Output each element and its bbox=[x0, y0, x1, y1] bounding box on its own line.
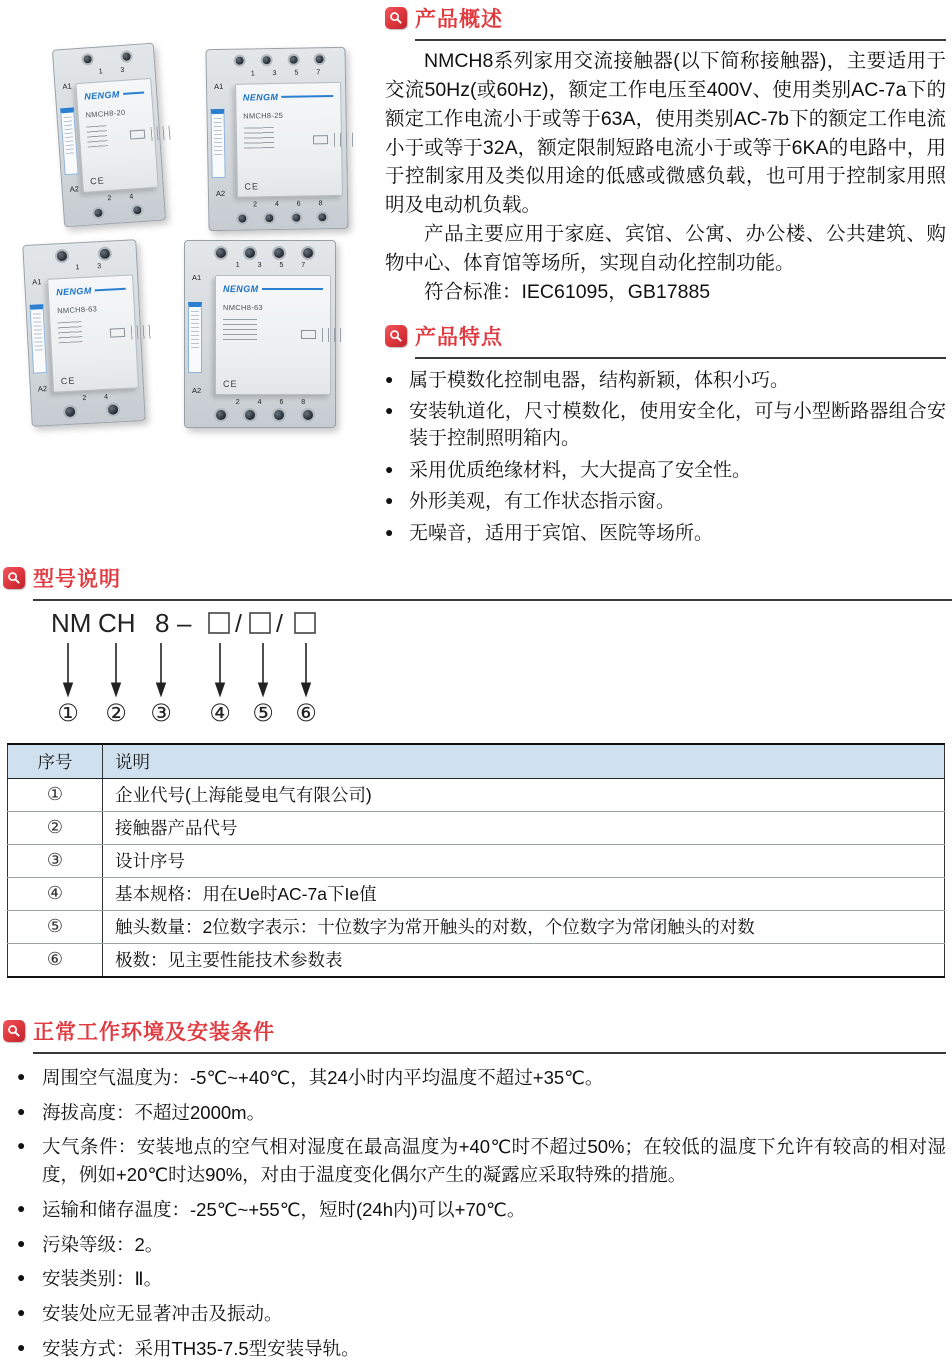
spec-lines bbox=[243, 127, 274, 149]
coil-label-a1: A1 bbox=[32, 277, 42, 287]
screw-terminal-icon bbox=[301, 408, 315, 422]
brand-line bbox=[95, 288, 126, 292]
product-photos bbox=[0, 0, 383, 500]
screw-terminal-icon bbox=[260, 54, 272, 66]
down-arrow-icons bbox=[64, 643, 311, 696]
bottom-terminal-screws bbox=[206, 408, 323, 422]
model-blank-box bbox=[209, 613, 229, 633]
contact-symbol bbox=[110, 327, 125, 337]
condition-item: ● 安装处应无显著冲击及振动。 bbox=[17, 1300, 946, 1328]
ce-mark: CE bbox=[223, 379, 238, 389]
condition-item: ● 海拔高度：不超过2000m。 bbox=[17, 1099, 946, 1127]
screw-terminal-icon bbox=[287, 54, 299, 66]
row-description: 企业代号(上海能曼电气有限公司) bbox=[103, 778, 945, 811]
row-description: 极数：见主要性能技术参数表 bbox=[103, 943, 945, 977]
brand-logo: NENGM bbox=[242, 91, 279, 103]
terminal-numbers: 1 3 bbox=[98, 66, 125, 76]
magnifier-icon bbox=[385, 7, 407, 29]
marker-1: ① bbox=[57, 699, 79, 727]
product-photo-nmch8-63-2p bbox=[22, 239, 145, 427]
row-number: ⑥ bbox=[46, 949, 64, 970]
header-rule bbox=[33, 599, 952, 601]
screw-terminal-icon bbox=[54, 249, 69, 264]
side-label bbox=[210, 109, 225, 178]
screw-terminal-icon bbox=[243, 246, 257, 260]
feature-item: ● 无噪音，适用于宾馆、医院等场所。 bbox=[385, 520, 946, 547]
screw-terminal-icon bbox=[236, 213, 248, 225]
model-segment-nm: NM bbox=[51, 608, 92, 638]
table-row bbox=[8, 910, 945, 943]
table-row bbox=[8, 844, 945, 877]
screw-terminal-icon bbox=[301, 246, 315, 260]
screw-terminal-icon bbox=[130, 204, 143, 217]
terminal-numbers: 1 3 bbox=[75, 263, 102, 272]
row-number: ③ bbox=[8, 844, 103, 877]
brand-line bbox=[281, 95, 333, 98]
screw-terminal-icon bbox=[92, 207, 105, 220]
screw-terminal-icon bbox=[214, 408, 228, 422]
marker-3: ③ bbox=[150, 699, 172, 727]
spec-lines bbox=[223, 319, 257, 340]
table-row bbox=[8, 943, 945, 977]
brand-row bbox=[223, 284, 323, 294]
model-blank-box bbox=[295, 613, 315, 633]
feature-list bbox=[385, 367, 946, 547]
right-column bbox=[383, 0, 952, 551]
condition-item: ● 污染等级：2。 bbox=[17, 1231, 946, 1259]
column-header-description: 说明 bbox=[103, 744, 945, 779]
model-label: NMCH8-63 bbox=[56, 304, 98, 316]
terminal-numbers: 2 4 bbox=[82, 393, 109, 403]
overview-standards: 符合标准：IEC61095，GB17885 bbox=[424, 280, 711, 303]
brand-row bbox=[243, 91, 334, 103]
screw-terminal-icon bbox=[98, 246, 113, 261]
contact-symbol bbox=[130, 129, 146, 139]
coil-label-a2: A2 bbox=[215, 188, 226, 199]
brand-logo: NENGM bbox=[55, 285, 92, 298]
screw-terminal-icon bbox=[81, 53, 94, 66]
brand-line bbox=[262, 288, 324, 290]
terminal-numbers: 2 4 bbox=[107, 193, 134, 203]
top-area bbox=[0, 0, 952, 551]
section-title: 正常工作环境及安装条件 bbox=[33, 1020, 275, 1044]
product-photo-nmch8-25 bbox=[205, 47, 348, 231]
screw-terminal-icon bbox=[120, 50, 133, 63]
header-rule bbox=[415, 357, 946, 359]
table-header-row bbox=[8, 744, 945, 779]
table-row bbox=[8, 778, 945, 811]
screw-terminal-icon bbox=[263, 212, 275, 224]
coil-label-a2: A2 bbox=[192, 386, 202, 395]
screw-terminal-icon bbox=[243, 408, 257, 422]
screw-terminal-icon bbox=[233, 55, 245, 67]
model-segment-8: 8 bbox=[155, 608, 170, 638]
condition-item: ● 周围空气温度为：-5℃~+40℃，其24小时内平均温度不超过+35℃。 bbox=[17, 1064, 946, 1092]
model-slash: / bbox=[235, 609, 242, 638]
front-panel bbox=[75, 78, 158, 193]
feature-item: ● 安装轨道化，尺寸模数化，使用安全化，可与小型断路器组合安装于控制照明箱内。 bbox=[385, 398, 946, 453]
screw-terminal-icon bbox=[62, 405, 77, 420]
ce-mark: CE bbox=[60, 375, 76, 387]
spec-lines bbox=[86, 125, 108, 147]
section-header bbox=[3, 1016, 946, 1046]
coil-label-a2: A2 bbox=[37, 384, 48, 394]
feature-item: ● 属于模数化控制电器，结构新颖，体积小巧。 bbox=[385, 367, 946, 394]
magnifier-icon bbox=[3, 1020, 25, 1042]
terminal-numbers: 1 3 5 7 bbox=[235, 262, 306, 269]
ce-mark: CE bbox=[244, 181, 260, 192]
overview-paragraph: NMCH8系列家用交流接触器(以下简称接触器)，主要适用于交流50Hz(或60Hz)，额定工作电压至400V、使用类别AC-7a下的额定工作电流小于或等于63A，使用类别AC-7b下的额定工作电流小于或等于32A，额定限制短路电流小于或等于6KA的电路中，用于控制家用及类似用途的低感或微感负载，也可用于控制家用照明及电动机负载。 bbox=[385, 50, 946, 217]
section-overview bbox=[385, 3, 946, 307]
screw-terminal-icon bbox=[272, 246, 286, 260]
terminal-numbers: 1 3 5 7 bbox=[250, 69, 321, 78]
marker-2: ② bbox=[105, 699, 127, 727]
terminal-numbers: 2 4 6 8 bbox=[235, 399, 306, 406]
model-segment-dash: – bbox=[177, 608, 192, 638]
section-features bbox=[385, 321, 946, 547]
front-panel bbox=[215, 275, 331, 395]
coil-label-a2: A2 bbox=[69, 184, 80, 194]
circled-markers bbox=[57, 700, 317, 727]
magnifier-icon bbox=[3, 567, 25, 589]
product-photo-nmch8-63-4p bbox=[184, 240, 336, 428]
model-label: NMCH8-63 bbox=[223, 303, 263, 312]
marker-6: ⑥ bbox=[295, 699, 317, 727]
coil-label-a1: A1 bbox=[213, 81, 224, 92]
model-segment-ch: CH bbox=[98, 608, 136, 638]
screw-terminal-icon bbox=[290, 212, 302, 224]
screw-terminal-icon bbox=[214, 246, 228, 260]
model-blank-box bbox=[250, 613, 270, 633]
table-row bbox=[8, 811, 945, 844]
row-number: ② bbox=[8, 811, 103, 844]
bottom-terminal-screws bbox=[47, 401, 135, 420]
condition-item: ● 安装类别：Ⅱ。 bbox=[17, 1265, 946, 1293]
contact-symbol bbox=[313, 135, 328, 144]
row-description: 基本规格：用在Ue时AC-7a下Ie值 bbox=[103, 877, 945, 910]
side-label bbox=[188, 302, 202, 373]
model-label: NMCH8-25 bbox=[243, 110, 284, 121]
model-slash: / bbox=[276, 609, 283, 638]
condition-item: ● 大气条件：安装地点的空气相对湿度在最高温度为+40℃时不超过50%；在较低的温度下允许有较高的相对湿度，例如+20℃时达90%，对由于温度变化偶尔产生的凝露应采取特殊的措施。 bbox=[17, 1133, 946, 1189]
coil-label-a1: A1 bbox=[192, 273, 202, 282]
bottom-terminal-screws bbox=[229, 211, 337, 225]
model-code-table bbox=[7, 743, 945, 978]
contact-symbol bbox=[301, 330, 316, 339]
condition-item: ● 运输和储存温度：-25℃~+55℃，短时(24h内)可以+70℃。 bbox=[17, 1196, 946, 1224]
side-label bbox=[29, 304, 47, 373]
model-code-diagram bbox=[43, 609, 383, 729]
marker-5: ⑤ bbox=[252, 699, 274, 727]
header-rule bbox=[415, 39, 946, 41]
brand-line bbox=[123, 91, 145, 94]
section-header bbox=[385, 321, 946, 351]
spec-lines bbox=[58, 321, 83, 343]
marker-4: ④ bbox=[209, 699, 231, 727]
section-title: 产品概述 bbox=[415, 8, 503, 31]
ce-mark: CE bbox=[89, 175, 106, 187]
feature-item: ● 外形美观，有工作状态指示窗。 bbox=[385, 488, 946, 515]
product-photo-nmch8-20 bbox=[52, 43, 166, 228]
section-title: 产品特点 bbox=[415, 325, 503, 349]
section-header bbox=[3, 563, 952, 593]
overview-text bbox=[385, 47, 946, 307]
screw-terminal-icon bbox=[314, 53, 326, 65]
table-row bbox=[8, 877, 945, 910]
bottom-terminal-screws bbox=[78, 203, 157, 220]
row-description: 接触器产品代号 bbox=[103, 811, 945, 844]
section-header bbox=[385, 3, 946, 33]
top-terminal-screws bbox=[67, 49, 146, 66]
screw-terminal-icon bbox=[106, 402, 121, 417]
front-panel bbox=[235, 82, 343, 198]
feature-item: ● 采用优质绝缘材料，大大提高了安全性。 bbox=[385, 457, 946, 484]
overview-paragraph: 产品主要应用于家庭、宾馆、公寓、办公楼、公共建筑、购物中心、体育馆等场所，实现自动化控制功能。 bbox=[385, 223, 946, 275]
row-description: 设计序号 bbox=[103, 844, 945, 877]
row-number: ④ bbox=[8, 877, 103, 910]
row-description: 触头数量：2位数字表示：十位数字为常开触头的对数，个位数字为常闭触头的对数 bbox=[103, 910, 945, 943]
row-number: ⑤ bbox=[8, 910, 103, 943]
brand-logo: NENGM bbox=[223, 284, 259, 294]
screw-terminal-icon bbox=[317, 211, 329, 223]
brand-logo: NENGM bbox=[83, 89, 121, 102]
brand-row bbox=[56, 284, 126, 298]
brand-row bbox=[84, 87, 145, 101]
model-label: NMCH8-20 bbox=[85, 107, 126, 120]
section-title: 型号说明 bbox=[33, 567, 121, 591]
side-label bbox=[60, 107, 79, 175]
magnifier-icon bbox=[385, 325, 407, 347]
coil-label-a1: A1 bbox=[62, 81, 72, 92]
section-working-conditions bbox=[0, 1016, 952, 1363]
top-terminal-screws bbox=[206, 246, 323, 260]
screw-terminal-icon bbox=[272, 408, 286, 422]
terminal-numbers: 2 4 6 8 bbox=[253, 200, 323, 209]
row-number: ① bbox=[8, 778, 103, 811]
condition-item: ● 安装方式：采用TH35-7.5型安装导轨。 bbox=[17, 1335, 946, 1363]
top-terminal-screws bbox=[226, 53, 334, 67]
column-header-number: 序号 bbox=[8, 744, 103, 779]
conditions-list bbox=[3, 1064, 946, 1363]
header-rule bbox=[33, 1052, 946, 1054]
front-panel bbox=[48, 274, 139, 392]
section-model-designation bbox=[0, 563, 952, 729]
